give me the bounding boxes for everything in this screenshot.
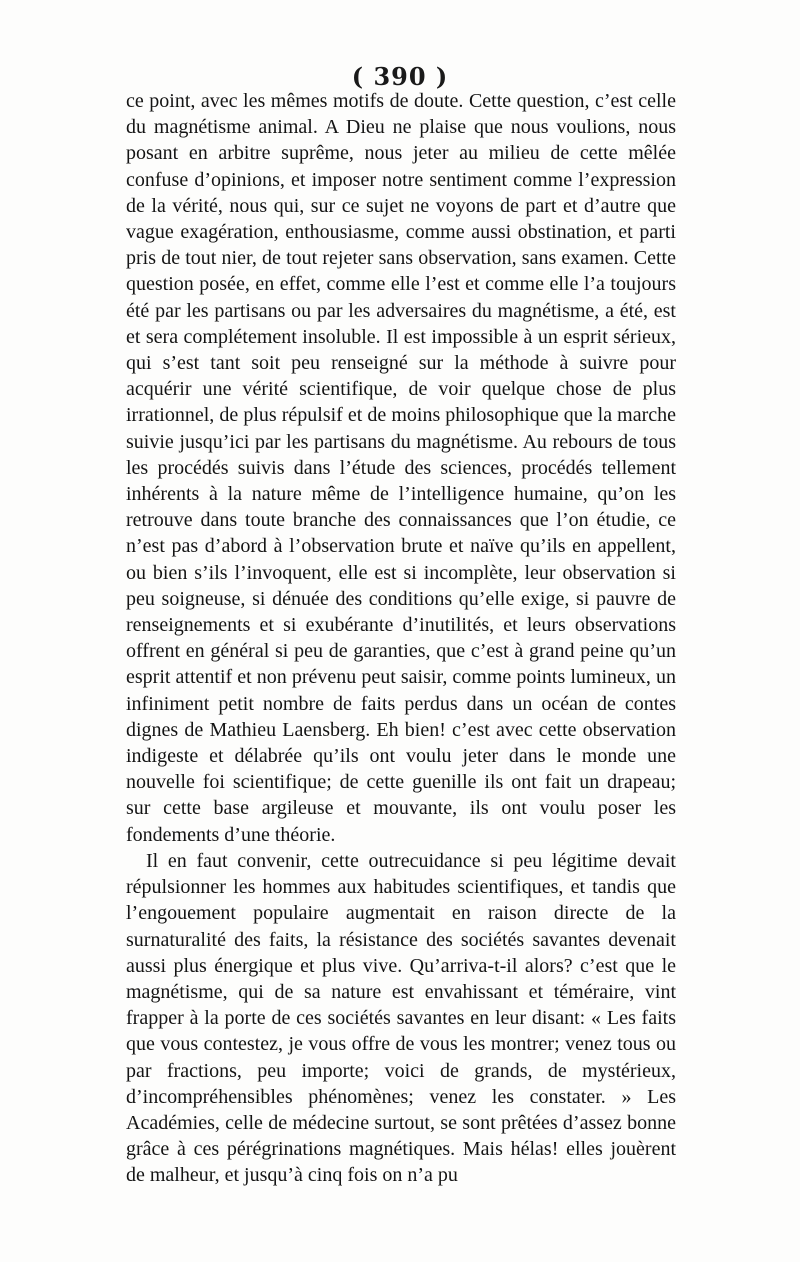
paragraph-1: ce point, avec les mêmes motifs de doute. Cette question, c’est celle du magnétisme animal. A Dieu ne plaise que nous voulions, nous posant en arbitre suprême, nous jeter au milieu de cette mêlée confuse d’opinions, et imposer notre sentiment comme l’expression de la vérité, nous qui, sur ce sujet ne voyons de part et d’autre que vague exagération, enthousiasme, comme aussi obstination, et parti pris de tout nier, de tout rejeter sans observation, sans examen. Cette question posée, en effet, comme elle l’est et comme elle l’a toujours été par les partisans ou par les adversaires du magnétisme, a été, est et sera complétement insoluble. Il est impossible à un esprit sérieux, qui s’est tant soit peu renseigné sur la méthode à suivre pour acquérir une vérité scientifique, de voir quelque chose de plus irrationnel, de plus répulsif et de moins philosophique que la marche suivie jusqu’ici par les partisans du magnétisme. Au rebours de tous les procédés suivis dans l’étude des sciences, procédés tellement inhérents à la nature même de l’intelligence humaine, qu’on les retrouve dans toute branche des connaissances que l’on étudie, ce n’est pas d’abord à l’observation brute et naïve qu’ils en appellent, ou bien s’ils l’invoquent, elle est si incomplète, leur observation si peu soigneuse, si dénuée des conditions qu’elle exige, si pauvre de renseignements et si exubérante d’inutilités, et leurs observations offrent en général si peu de garanties, que c’est à grand peine qu’un esprit attentif et non prévenu peut saisir, comme points lumineux, un infiniment petit nombre de faits perdus dans un océan de contes dignes de Mathieu Laensberg. Eh bien! c’est avec cette observation indigeste et délabrée qu’ils ont voulu jeter dans le monde une nouvelle foi scientifique; de cette guenille ils ont fait un drapeau; sur cette base argileuse et mouvante, ils ont voulu poser les fondements d’une théorie. xyxy=(126,90,676,846)
body-text xyxy=(126,88,676,1189)
page-number: ( 390 ) xyxy=(351,62,449,91)
paragraph-2: Il en faut convenir, cette outrecuidance si peu légitime devait répulsionner les hommes aux habitudes scientifiques, et tandis que l’engouement populaire augmentait en raison directe de la surnaturalité des faits, la résistance des sociétés savantes devenait aussi plus énergique et plus vive. Qu’arriva-t-il alors? c’est que le magnétisme, qui de sa nature est envahissant et téméraire, vint frapper à la porte de ces sociétés savantes en leur disant: « Les faits que vous contestez, je vous offre de vous les montrer; venez tous ou par fractions, peu importe; voici de grands, de mystérieux, d’incompréhensibles phénomènes; venez les constater. » Les Académies, celle de médecine surtout, se sont prêtées d’assez bonne grâce à ces pérégrinations magnétiques. Mais hélas! elles jouèrent de malheur, et jusqu’à cinq fois on n’a pu xyxy=(126,849,676,1187)
